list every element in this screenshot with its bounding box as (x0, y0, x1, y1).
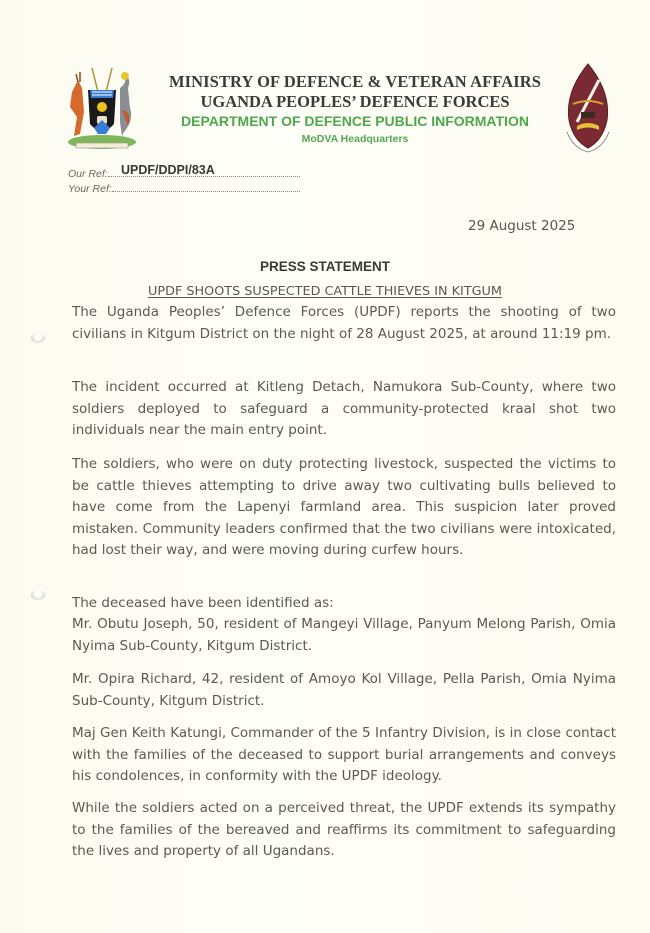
location-heading: MoDVA Headquarters (301, 133, 409, 145)
punch-hole (31, 590, 45, 600)
your-ref-dotted-line (112, 182, 300, 192)
paragraph-deceased-1: Mr. Obutu Joseph, 50, resident of Mangeyi Village, Panyum Melong Parish, Omia Nyima Sub-County, Kitgum District. (72, 616, 616, 654)
paragraph-incident-location: The incident occurred at Kitleng Detach, Namukora Sub-County, where two soldiers deployed to safeguard a community-protected kraal shot two individuals near the main entry point. (72, 379, 616, 438)
punch-hole (31, 333, 45, 343)
statement-date: 29 August 2025 (468, 218, 576, 234)
press-statement-title: PRESS STATEMENT (259, 259, 390, 274)
updf-shield-emblem-icon (563, 62, 613, 156)
our-ref-label: Our Ref: (68, 168, 108, 180)
your-ref-line (68, 182, 300, 195)
department-heading: DEPARTMENT OF DEFENCE PUBLIC INFORMATION (181, 113, 529, 129)
paragraph-deceased-intro: The deceased have been identified as: (72, 595, 334, 611)
paragraph-sympathy: While the soldiers acted on a perceived threat, the UPDF extends its sympathy to the families of the bereaved and reaffirms its commitment to safeguarding the lives and property of all Ugandans. (72, 800, 616, 859)
paragraph-deceased-2: Mr. Opira Richard, 42, resident of Amoyo Kol Village, Pella Parish, Omia Nyima Sub-County, Kitgum District. (72, 671, 616, 709)
uganda-coat-of-arms-icon (62, 62, 140, 152)
ministry-heading: MINISTRY OF DEFENCE & VETERAN AFFAIRS (168, 72, 542, 91)
paragraph-suspicion: The soldiers, who were on duty protecting livestock, suspected the victims to be cattle thieves attempting to drive away two cultivating bulls believed to have come from the Lapenyi farmland area. This suspicion later proved mistaken. Community leaders confirmed that the two civilians were intoxicated, had lost their way, and were moving during curfew hours. (72, 456, 616, 558)
paragraph-incident-report: The Uganda Peoples’ Defence Forces (UPDF) reports the shooting of two civilians in Kitgum District on the night of 28 August 2025, at around 11:19 pm. (72, 304, 616, 342)
our-ref-value: UPDF/DDPI/83A (121, 163, 215, 177)
your-ref-label: Your Ref: (68, 183, 112, 195)
force-heading: UGANDA PEOPLES’ DEFENCE FORCES (200, 92, 510, 111)
press-statement-subtitle: UPDF SHOOTS SUSPECTED CATTLE THIEVES IN KITGUM (148, 284, 502, 299)
paragraph-commander: Maj Gen Keith Katungi, Commander of the 5 Infantry Division, is in close contact with the families of the deceased to support burial arrangements and conveys his condolences, in conformity with the UPDF ideology. (72, 725, 616, 784)
